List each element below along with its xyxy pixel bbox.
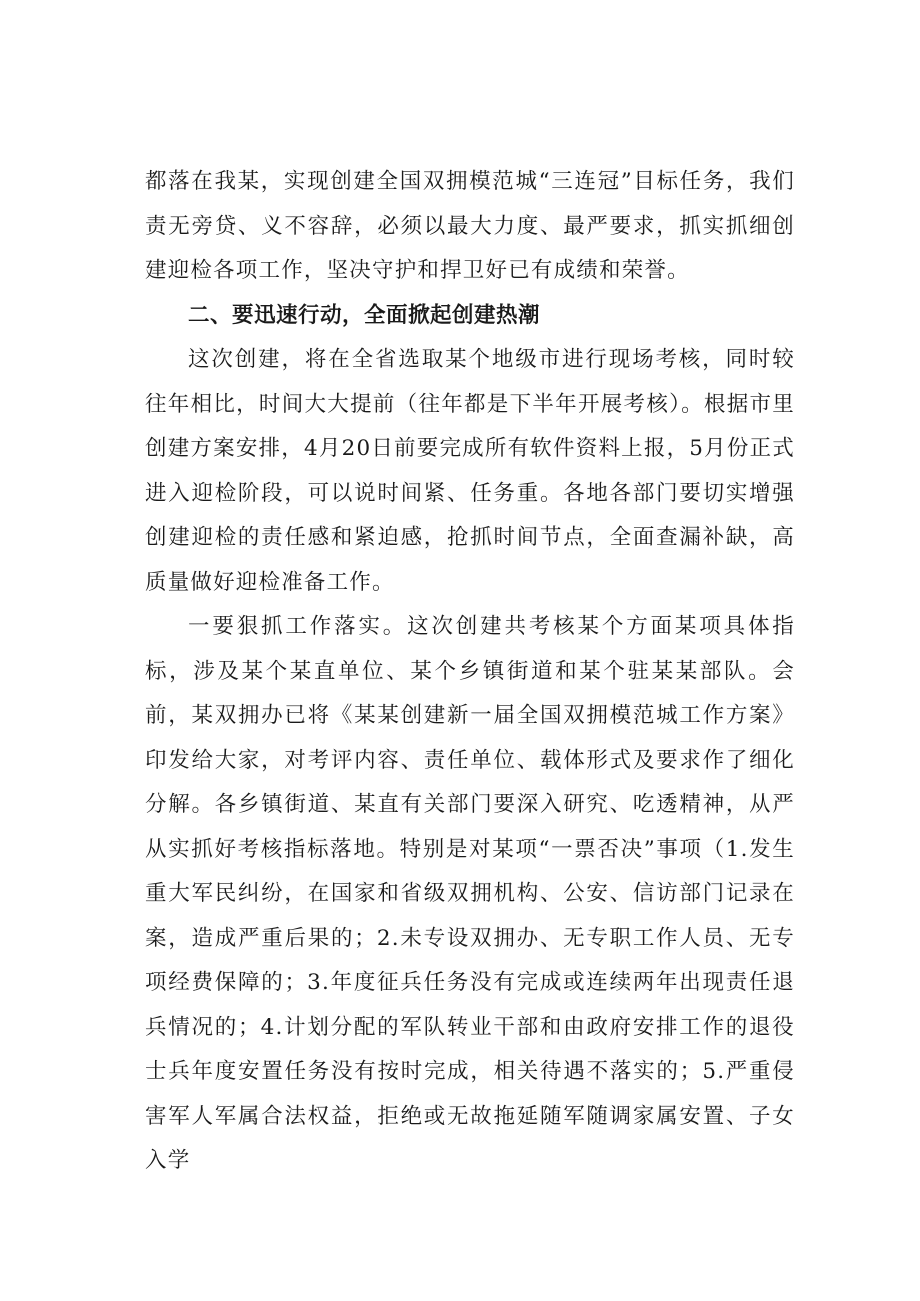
document-body: [145, 160, 795, 1184]
paragraph-continuation: 都落在我某，实现创建全国双拥模范城“三连冠”目标任务，我们责无旁贷、义不容辞，必须以最大力度、最严要求，抓实抓细创建迎检各项工作，坚决守护和捍卫好已有成绩和荣誉。: [145, 169, 795, 283]
paragraph-body: 一要狠抓工作落实。这次创建共考核某个方面某项具体指标，涉及某个某直单位、某个乡镇街道和某个驻某某部队。会前，某双拥办已将《某某创建新一届全国双拥模范城工作方案》印发给大家，对考评内容、责任单位、载体形式及要求作了细化分解。各乡镇街道、某直有关部门要深入研究、吃透精神，从严从实抓好考核指标落地。特别是对某项“一票否决”事项（1.发生重大军民纠纷，在国家和省级双拥机构、公安、信访部门记录在案，造成严重后果的；2.未专设双拥办、无专职工作人员、无专项经费保障的；3.年度征兵任务没有完成或连续两年出现责任退兵情况的；4.计划分配的军队转业干部和由政府安排工作的退役士兵年度安置任务没有按时完成，相关待遇不落实的；5.严重侵害军人军属合法权益，拒绝或无故拖延随军随调家属安置、子女入学: [145, 614, 795, 1173]
paragraph-body: 这次创建，将在全省选取某个地级市进行现场考核，同时较往年相比，时间大大提前（往年都是下半年开展考核）。根据市里创建方案安排，4月20日前要完成所有软件资料上报，5月份正式进入迎检阶段，可以说时间紧、任务重。各地各部门要切实增强创建迎检的责任感和紧迫感，抢抓时间节点，全面查漏补缺，高质量做好迎检准备工作。: [145, 347, 795, 595]
section-heading: 二、要迅速行动，全面掀起创建热潮: [188, 302, 541, 328]
